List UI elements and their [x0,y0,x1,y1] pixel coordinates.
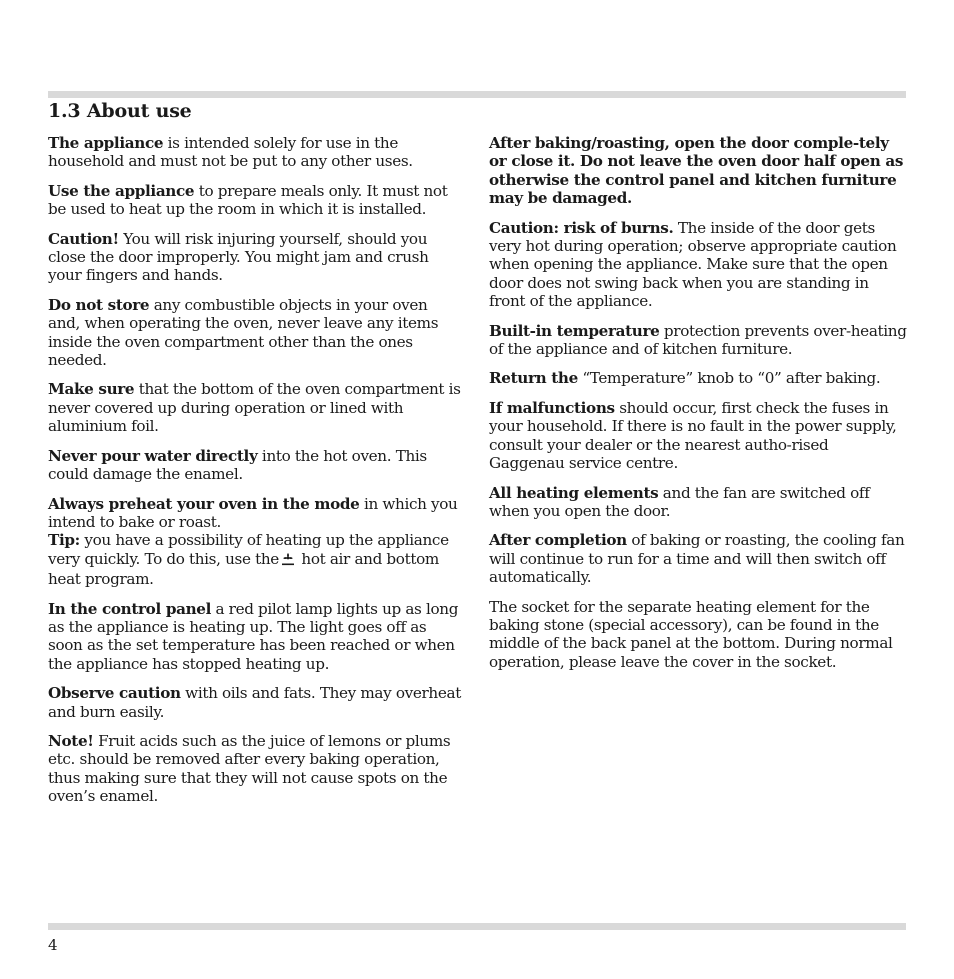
body-text: protection prevents over-heating of the appliance and of kitchen furniture. [489,321,907,359]
lead-in: After completion [489,531,627,550]
paragraph [48,380,463,435]
left-column [48,134,463,817]
lead-in: In the control panel [48,599,211,618]
body-text: that the bottom of the oven compartment is never covered up during operation or lined with aluminium foil. [48,380,461,436]
lead-in: Make sure [48,380,135,399]
paragraph [48,134,463,171]
paragraph [48,684,463,721]
fan-symbol-icon [281,552,295,570]
paragraph [48,600,463,674]
lead-in: Caution! [48,229,119,248]
paragraph [489,219,907,311]
lead-in: Return the [489,369,578,388]
lead-in: Observe caution [48,684,181,703]
body-text: is intended solely for use in the household and must not be put to any other uses. [48,134,413,171]
body-text: into the hot oven. This could damage the enamel. [48,446,427,484]
lead-in: Caution: risk of burns. [489,218,674,237]
lead-in: Always preheat your oven in the mode [48,494,360,513]
paragraph [489,369,907,387]
lead-in: Tip: [48,531,80,550]
right-column [489,134,907,682]
lead-in: Do not store [48,295,150,314]
lead-in: Never pour water directly [48,446,258,465]
lead-in: Use the appliance [48,181,195,200]
paragraph [489,322,907,359]
body-text: in which you intend to bake or roast. [48,494,458,531]
paragraph [489,399,907,473]
paragraph [48,296,463,370]
paragraph [48,447,463,484]
paragraph [48,182,463,219]
lead-in: Note! [48,731,94,750]
body-text: hot air and bottom heat program. [48,549,439,589]
lead-in: All heating elements [489,483,659,502]
paragraph [489,531,907,586]
body-text: a red pilot lamp lights up as long as the appliance is heating up. The light goes off as soon as the set temperature has been reached or when the appliance has stopped heating up. [48,599,459,673]
body-text: any combustible objects in your oven and, when operating the oven, never leave any items inside the oven compartment other than the ones needed. [48,295,439,370]
body-text: and the fan are switched off when you open the door. [489,483,870,520]
paragraph [489,134,907,208]
header-rule [48,91,906,98]
body-text: The socket for the separate heating element for the baking stone (special accessory), can be found in the middle of the back panel at the bottom. During normal operation, please leave the cover in the socket. [489,597,893,671]
body-text: you have a possibility of heating up the appliance very quickly. To do this, use the [48,531,449,568]
lead-in: The appliance [48,134,164,152]
body-text: of baking or roasting, the cooling fan will continue to run for a time and will then switch off automatically. [489,531,905,587]
body-text: should occur, first check the fuses in your household. If there is no fault in the power supply, consult your dealer or the nearest autho-rised Gaggenau service centre. [489,398,897,473]
paragraph [489,598,907,672]
lead-in: Built-in temperature [489,321,660,340]
tip-paragraph [48,531,463,588]
body-text: to prepare meals only. It must not be used to heat up the room in which it is installed. [48,181,448,219]
paragraph [48,495,463,532]
body-text: The inside of the door gets very hot during operation; observe appropriate caution when opening the appliance. Make sure that the open door does not swing back when you are standing in front of the appliance. [489,218,897,311]
section-title: 1.3 About use [48,100,192,122]
body-text: with oils and fats. They may overheat and burn easily. [48,684,461,721]
page-number: 4 [48,936,58,954]
paragraph [48,732,463,806]
body-text: Fruit acids such as the juice of lemons or plums etc. should be removed after every baking operation, thus making sure that they will not cause spots on the oven’s enamel. [48,731,451,806]
body-text: You will risk injuring yourself, should you close the door improperly. You might jam and crush your fingers and hands. [48,229,429,285]
lead-in: After baking/roasting, open the door comple-tely or close it. Do not leave the oven door half open as otherwise the control panel and kitchen furniture may be damaged. [489,134,904,208]
paragraph [48,230,463,285]
footer-rule [48,923,906,930]
body-text: “Temperature” knob to “0” after baking. [577,369,881,388]
lead-in: If malfunctions [489,398,615,417]
paragraph [489,484,907,521]
